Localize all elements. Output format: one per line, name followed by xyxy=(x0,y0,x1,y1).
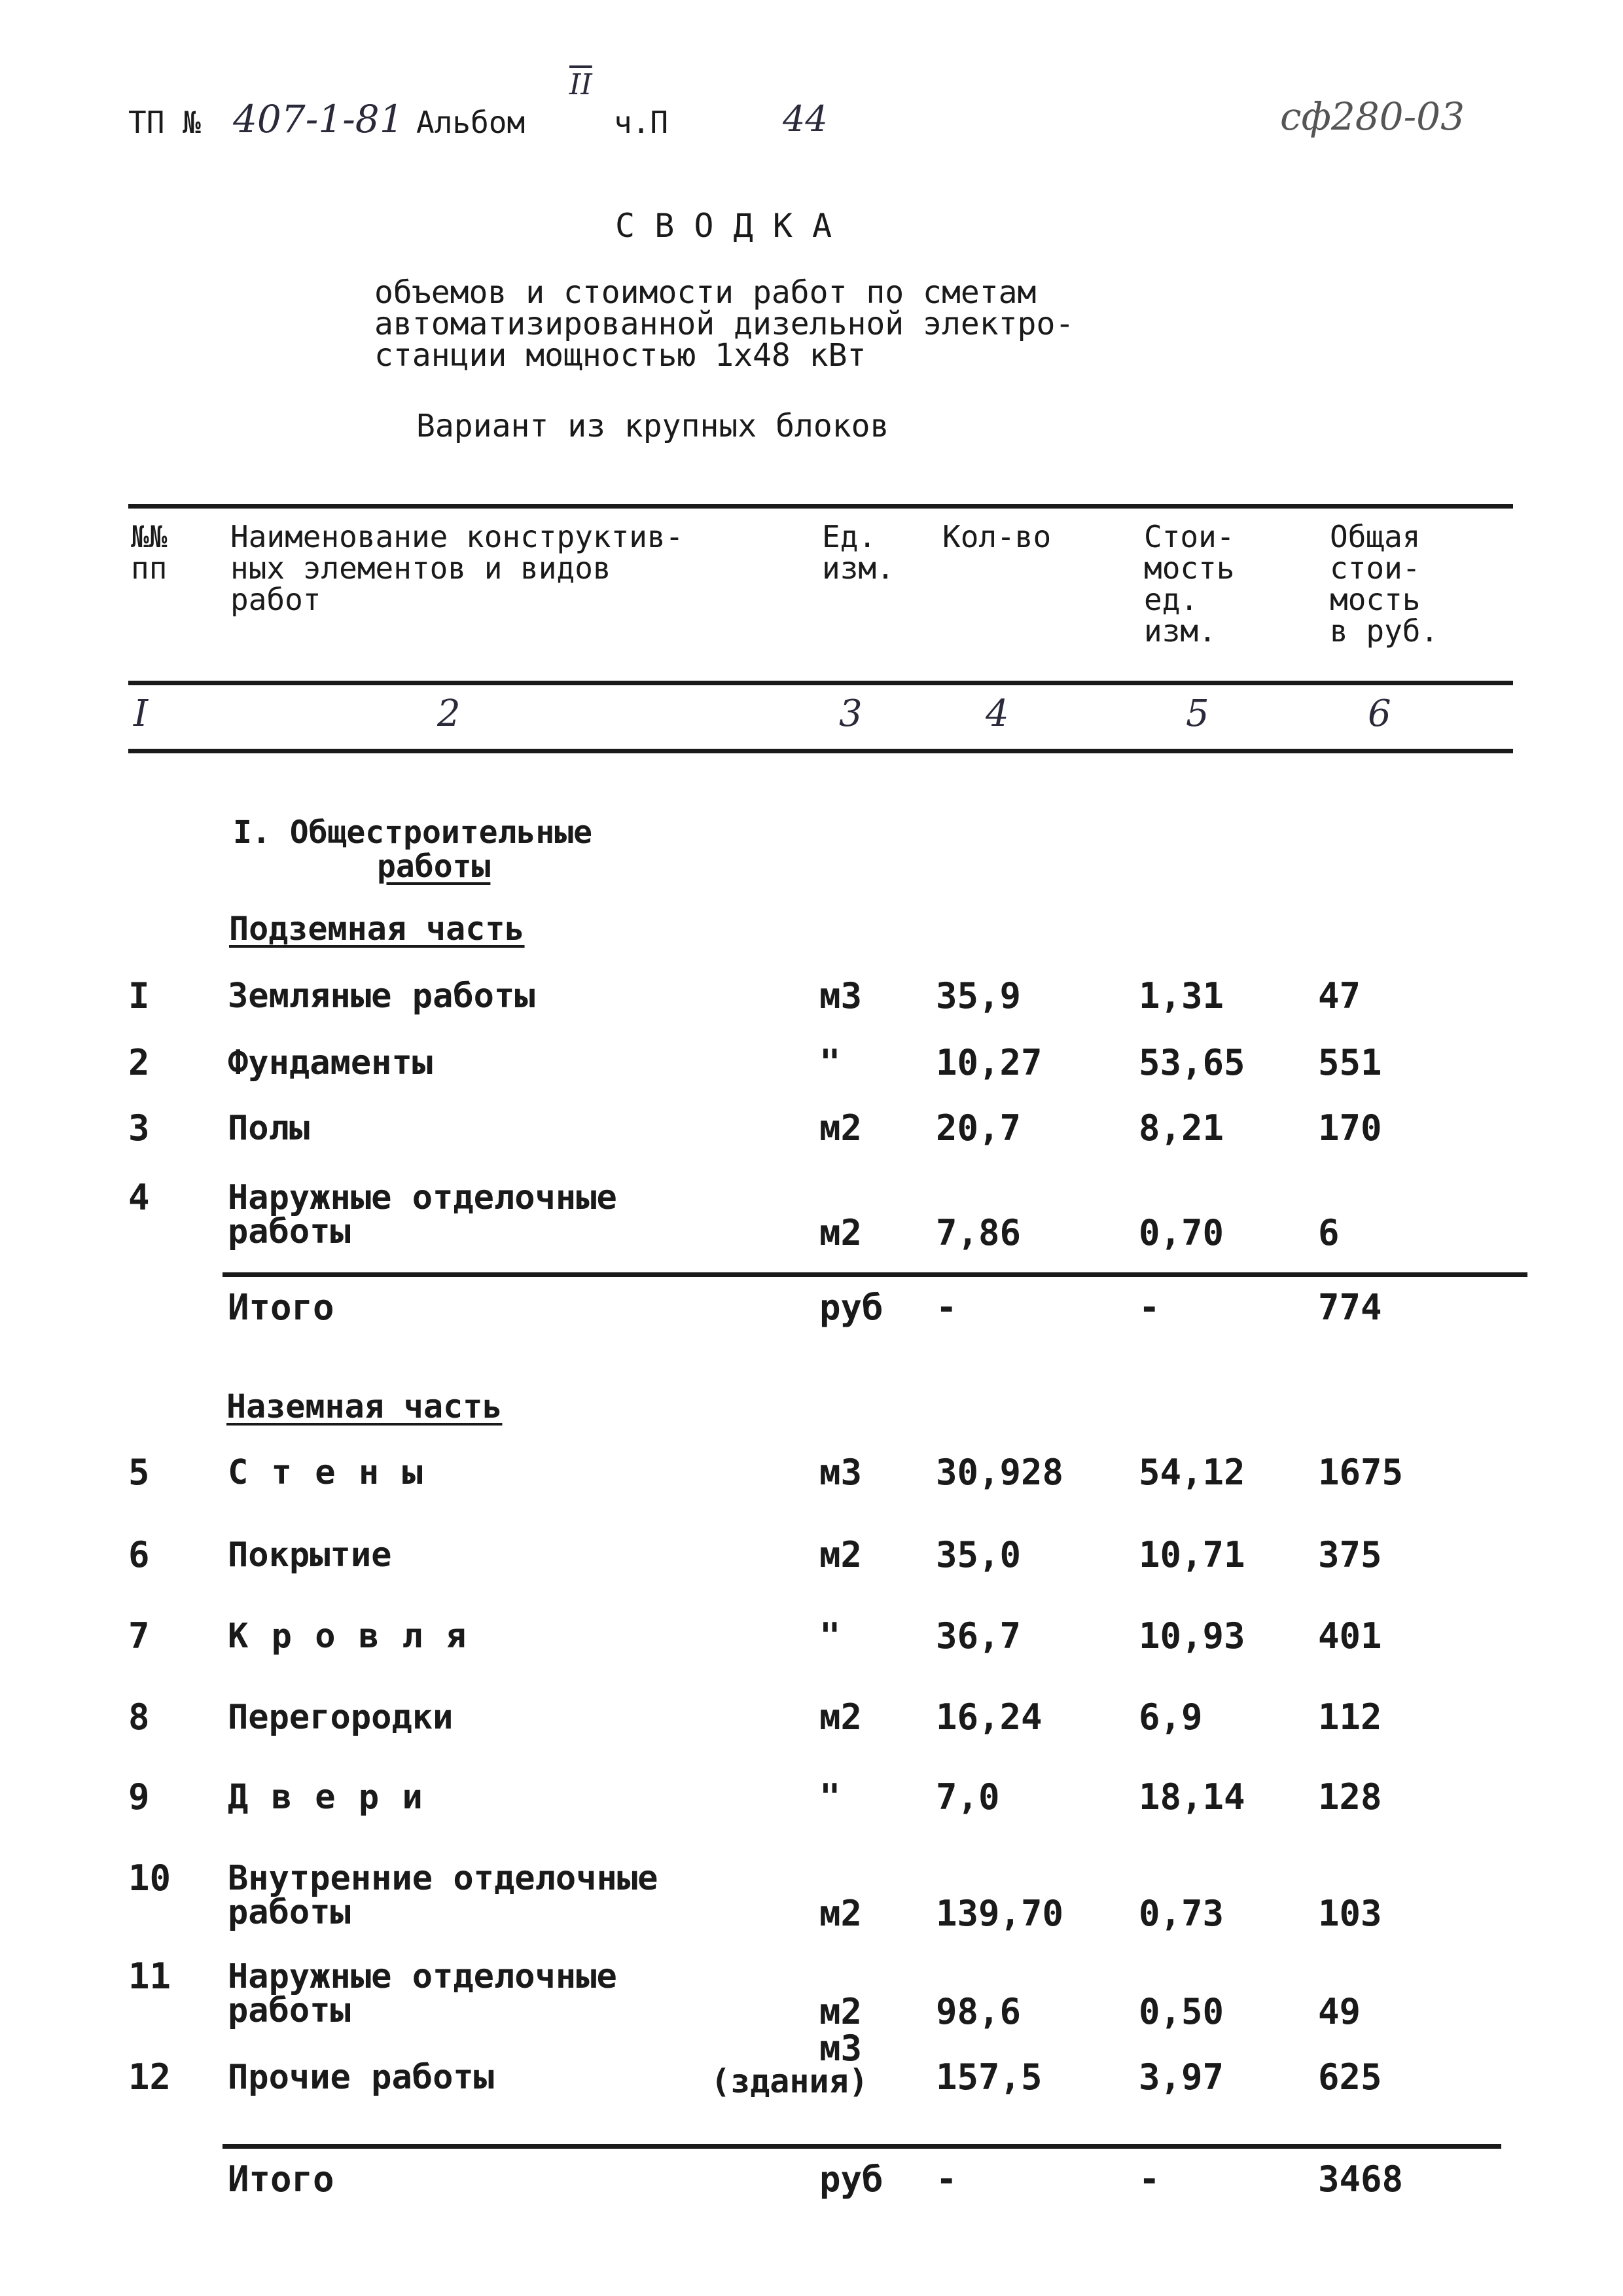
total-cost: 49 xyxy=(1318,1991,1361,2032)
quantity: 20,7 xyxy=(936,1107,1022,1149)
item-name xyxy=(228,1043,433,1083)
unit: м2 xyxy=(819,1212,863,1253)
column-number-6: 6 xyxy=(1368,692,1391,735)
item-name xyxy=(228,1957,617,2030)
unit-price: 8,21 xyxy=(1139,1107,1224,1149)
doc-number: 407-1-81 xyxy=(233,97,404,141)
item-name xyxy=(228,977,535,1016)
total-qty: - xyxy=(936,1287,957,1328)
row-number: 8 xyxy=(128,1696,150,1738)
quantity: 35,0 xyxy=(936,1534,1022,1575)
total-cost: 551 xyxy=(1318,1042,1382,1083)
table-top-rule xyxy=(128,504,1513,509)
item-name xyxy=(228,1109,310,1148)
unit: м2 xyxy=(819,1696,863,1738)
part-label: ч.П xyxy=(614,105,669,140)
row-number: 10 xyxy=(128,1857,171,1899)
quantity: 36,7 xyxy=(936,1615,1022,1657)
total-label: Итого xyxy=(228,2159,334,2200)
item-name-line: Покрытие xyxy=(228,1535,392,1575)
item-name xyxy=(228,1178,617,1251)
album-label: Альбом xyxy=(416,105,526,140)
subsection-underground: Подземная часть xyxy=(229,910,525,948)
row-number: 9 xyxy=(128,1776,150,1818)
quantity: 157,5 xyxy=(936,2056,1043,2098)
item-name xyxy=(228,1617,468,1656)
unit-price: 53,65 xyxy=(1139,1042,1245,1083)
total-unit: руб xyxy=(819,1287,883,1328)
header-col2: Наименование конструктив- ных элементов и видов работ xyxy=(230,519,684,617)
total-cost: 6 xyxy=(1318,1212,1340,1253)
quantity: 35,9 xyxy=(936,975,1022,1016)
unit: " xyxy=(819,1615,841,1657)
item-name-line: С т е н ы xyxy=(228,1453,424,1492)
total-cost: 1675 xyxy=(1318,1452,1404,1493)
row-number: 5 xyxy=(128,1452,150,1493)
total-cost: 112 xyxy=(1318,1696,1382,1738)
unit-price: 0,50 xyxy=(1139,1991,1224,2032)
subsection-aboveground: Наземная часть xyxy=(226,1388,503,1426)
item-name-line: Земляные работы xyxy=(228,977,535,1016)
item-name-line: работы xyxy=(228,1893,351,1932)
quantity: 30,928 xyxy=(936,1452,1064,1493)
column-number-5: 5 xyxy=(1186,692,1209,735)
unit: " xyxy=(819,1776,841,1818)
page-title: С В О Д К А xyxy=(615,207,832,245)
unit-price: 0,73 xyxy=(1139,1893,1224,1934)
row-number: 7 xyxy=(128,1615,150,1657)
item-name xyxy=(228,1535,392,1575)
total-label: Итого xyxy=(228,1287,334,1328)
subtitle-line-3: станции мощностью 1х48 кВт xyxy=(374,337,866,374)
item-name xyxy=(228,1859,658,1932)
total-cost: 401 xyxy=(1318,1615,1382,1657)
total-cost: 103 xyxy=(1318,1893,1382,1934)
header-bottom-rule xyxy=(128,681,1513,685)
column-number-2: 2 xyxy=(437,692,461,735)
total-price: - xyxy=(1139,1287,1160,1328)
row-number: 2 xyxy=(128,1042,150,1083)
header-col6: Общая стои- мость в руб. xyxy=(1330,519,1439,649)
page-number: 44 xyxy=(783,98,828,139)
item-name-line: Фундаменты xyxy=(228,1043,433,1083)
unit: м2 xyxy=(819,1107,863,1149)
doc-prefix: ТП № xyxy=(128,105,201,140)
item-name-line: К р о в л я xyxy=(228,1617,468,1656)
header-col4: Кол-во xyxy=(942,519,1052,554)
unit-price: 54,12 xyxy=(1139,1452,1245,1493)
unit: м3 xyxy=(819,2028,863,2069)
header-col3: Ед. изм. xyxy=(822,519,895,586)
section-title: I. Общестроительные работы xyxy=(233,814,593,885)
column-numbers-rule xyxy=(128,749,1513,753)
quantity: 139,70 xyxy=(936,1893,1064,1934)
header-col1: №№ пп xyxy=(131,519,168,586)
item-name-line: Перегородки xyxy=(228,1698,454,1737)
total-unit: руб xyxy=(819,2159,883,2200)
total-cost: 625 xyxy=(1318,2056,1382,2098)
total-sum: 3468 xyxy=(1318,2159,1404,2200)
item-name-line: Наружные отделочные xyxy=(228,1957,617,1996)
subtitle-line-2: автоматизированной дизельной электро- xyxy=(374,306,1075,342)
quantity: 98,6 xyxy=(936,1991,1022,2032)
item-name xyxy=(228,2058,494,2097)
header-col5: Стои- мость ед. изм. xyxy=(1144,519,1235,649)
subtotal2-rule xyxy=(223,2144,1501,2149)
total-price: - xyxy=(1139,2159,1160,2200)
unit-price: 10,93 xyxy=(1139,1615,1245,1657)
quantity: 7,0 xyxy=(936,1776,1000,1818)
unit: м2 xyxy=(819,1991,863,2032)
unit: м3 xyxy=(819,975,863,1016)
item-name-line: работы xyxy=(228,1212,351,1251)
item-name xyxy=(228,1698,454,1737)
row-number: I xyxy=(128,975,150,1016)
unit-price: 6,9 xyxy=(1139,1696,1203,1738)
subtotal1-rule xyxy=(223,1272,1527,1277)
quantity: 16,24 xyxy=(936,1696,1043,1738)
total-cost: 47 xyxy=(1318,975,1361,1016)
row-number: 12 xyxy=(128,2056,171,2098)
variant-label: Вариант из крупных блоков xyxy=(416,408,889,444)
unit-price: 10,71 xyxy=(1139,1534,1245,1575)
unit: м2 xyxy=(819,1534,863,1575)
total-cost: 375 xyxy=(1318,1534,1382,1575)
unit: м2 xyxy=(819,1893,863,1934)
row-number: 4 xyxy=(128,1177,150,1218)
unit-price: 3,97 xyxy=(1139,2056,1224,2098)
column-number-1: I xyxy=(134,692,149,735)
unit: м3 xyxy=(819,1452,863,1493)
row-number: 6 xyxy=(128,1534,150,1575)
unit: " xyxy=(819,1042,841,1083)
unit-price: 18,14 xyxy=(1139,1776,1245,1818)
row-number: 11 xyxy=(128,1956,171,1997)
total-cost: 170 xyxy=(1318,1107,1382,1149)
item-name-line: работы xyxy=(228,1991,351,2030)
item-name-line: Полы xyxy=(228,1109,310,1148)
column-number-4: 4 xyxy=(986,692,1009,735)
quantity: 10,27 xyxy=(936,1042,1043,1083)
total-qty: - xyxy=(936,2159,957,2200)
unit-price: 1,31 xyxy=(1139,975,1224,1016)
archive-stamp: сф280-03 xyxy=(1280,94,1465,139)
item-name-line: Д в е р и xyxy=(228,1778,424,1817)
subtitle-line-1: объемов и стоимости работ по сметам xyxy=(374,274,1037,311)
quantity: 7,86 xyxy=(936,1212,1022,1253)
item-name xyxy=(228,1453,424,1492)
item-name xyxy=(228,1778,424,1817)
total-cost: 128 xyxy=(1318,1776,1382,1818)
total-sum: 774 xyxy=(1318,1287,1382,1328)
unit-note: (здания) xyxy=(711,2062,868,2100)
album-number: $\overline{II}$ xyxy=(569,68,592,101)
column-number-3: 3 xyxy=(839,692,863,735)
item-name-line: Прочие работы xyxy=(228,2058,494,2097)
unit-price: 0,70 xyxy=(1139,1212,1224,1253)
row-number: 3 xyxy=(128,1107,150,1149)
item-name-line: Наружные отделочные xyxy=(228,1178,617,1217)
item-name-line: Внутренние отделочные xyxy=(228,1859,658,1898)
